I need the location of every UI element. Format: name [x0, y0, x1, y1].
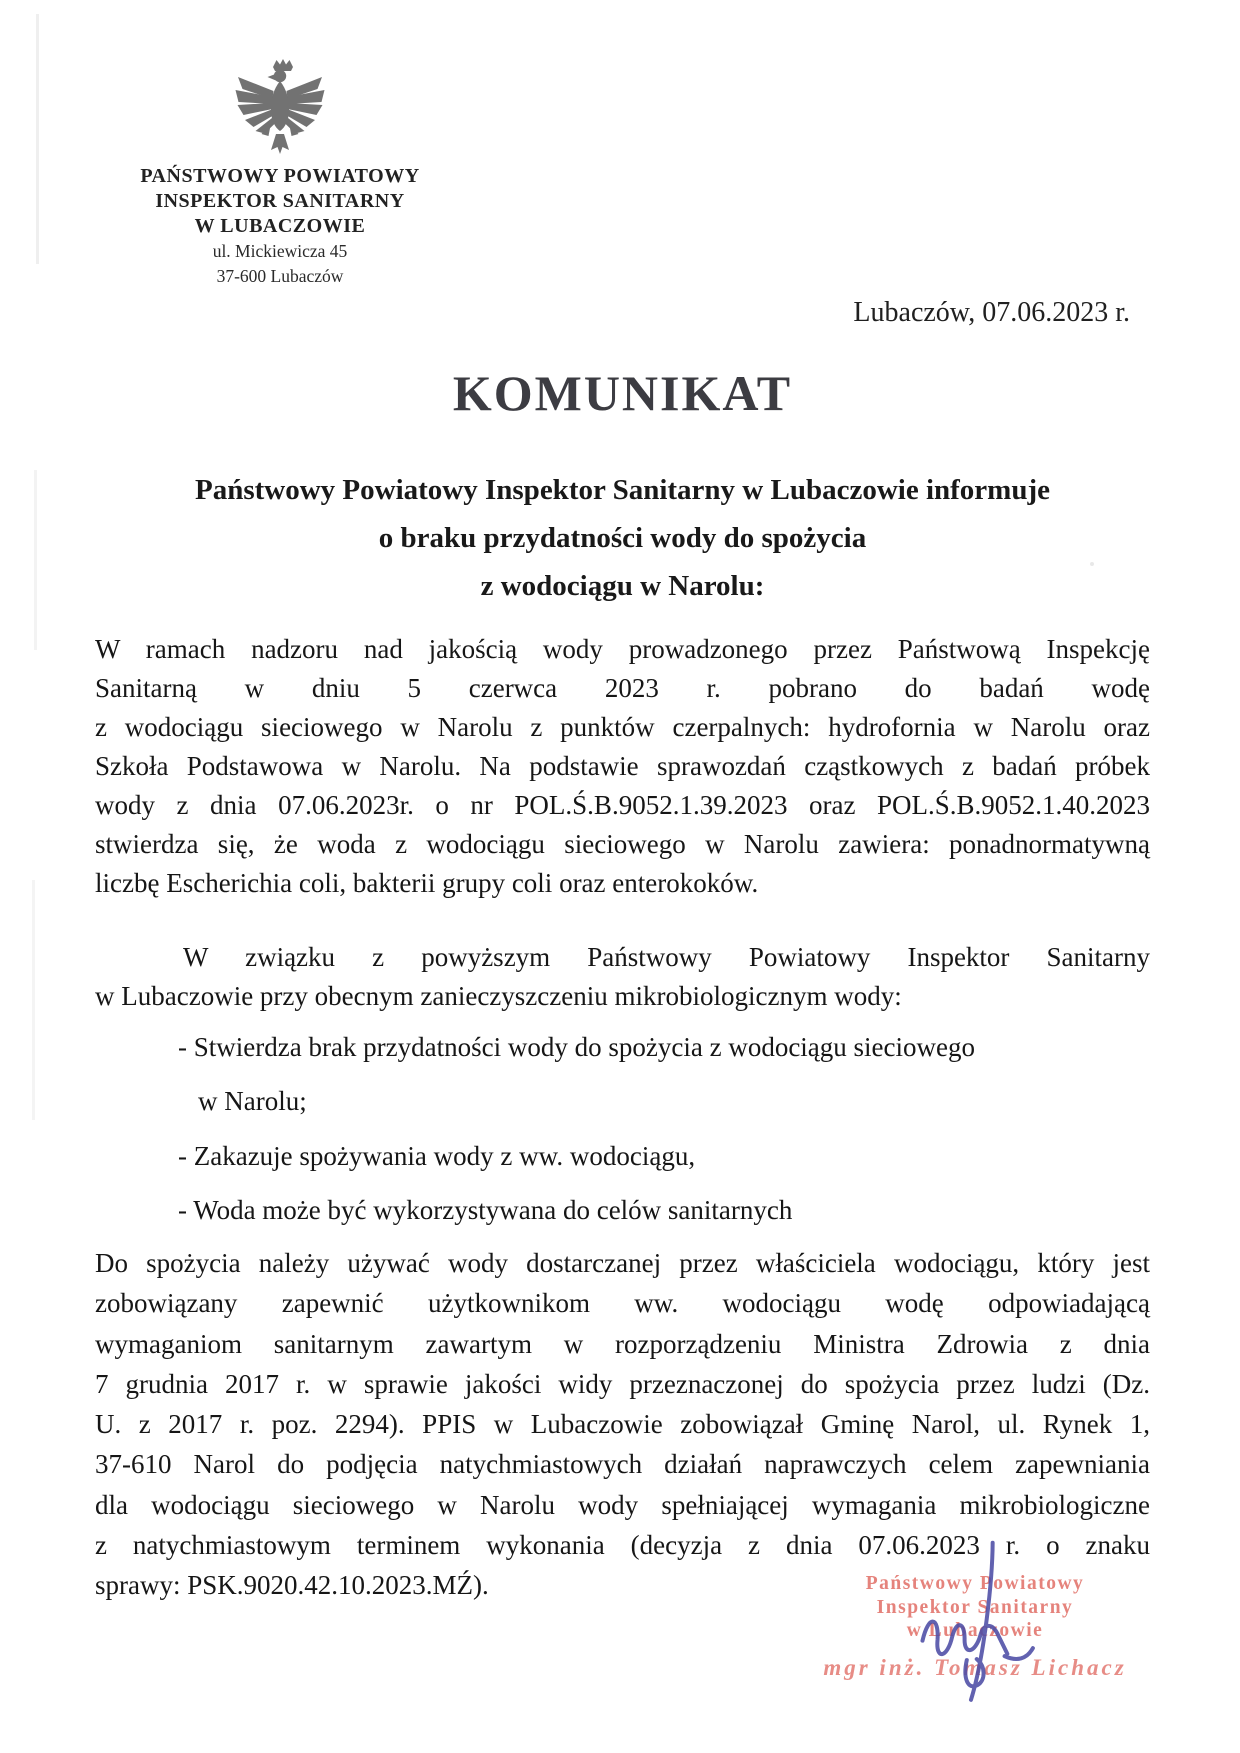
paragraph-line: 37-610 Narol do podjęcia natychmiastowych działań naprawczych celem zapewniania: [95, 1449, 1150, 1480]
stamp-signer-name: mgr inż. Tomasz Lichacz: [823, 1655, 1127, 1680]
paragraph-line: w Lubaczowie przy obecnym zanieczyszczeniu mikrobiologicznym wody:: [95, 981, 902, 1011]
paragraph-line: W ramach nadzoru nad jakością wody prowadzonego przez Państwową Inspekcję: [95, 634, 1150, 664]
org-address-city: 37-600 Lubaczów: [216, 266, 344, 286]
bullet-item-1: - Stwierdza brak przydatności wody do spożycia z wodociągu sieciowego: [178, 1032, 976, 1062]
paragraph-line: Sanitarną w dniu 5 czerwca 2023 r. pobrano do badań wodę: [95, 673, 1150, 703]
document-title: KOMUNIKAT: [452, 365, 793, 421]
paragraph-line: dla wodociągu sieciowego w Narolu wody spełniającej wymagania mikrobiologiczne: [95, 1489, 1150, 1520]
paragraph-line: liczbę Escherichia coli, bakterii grupy coli oraz enterokoków.: [95, 868, 759, 898]
scan-artifact: [32, 880, 35, 1120]
paragraph-line: stwierdza się, że woda z wodociągu sieciowego w Narolu zawiera: ponadnormatywną: [95, 829, 1150, 859]
scan-artifact: [34, 470, 37, 650]
stamp-line2: Inspektor Sanitarny: [876, 1596, 1074, 1618]
paragraph-line: z wodociągu sieciowego w Narolu z punktów czerpalnych: hydrofornia w Narolu oraz: [95, 712, 1150, 742]
paragraph-line: wymaganiom sanitarnym zawartym w rozporządzeniu Ministra Zdrowia z dnia: [95, 1328, 1150, 1359]
document-subtitle: [95, 466, 1150, 610]
body-paragraph-1: [95, 630, 1150, 903]
stamp-line1: Państwowy Powiatowy: [865, 1573, 1085, 1594]
paragraph-line: Szkoła Podstawowa w Narolu. Na podstawie sprawozdań cząstkowych z badań próbek: [95, 751, 1150, 781]
paragraph-line: sprawy: PSK.9020.42.10.2023.MŹ).: [95, 1570, 489, 1601]
subtitle-line1: Państwowy Powiatowy Inspektor Sanitarny w Lubaczowie informuje: [195, 474, 1050, 506]
paragraph-line: wody z dnia 07.06.2023r. o nr POL.Ś.B.9052.1.39.2023 oraz POL.Ś.B.9052.1.40.2023: [95, 790, 1150, 820]
paragraph-line: zobowiązany zapewnić użytkownikom ww. wodociągu wodę odpowiadającą: [95, 1288, 1150, 1319]
handwritten-signature-icon: [905, 1538, 1065, 1708]
org-address-street: ul. Mickiewicza 45: [212, 241, 348, 261]
stamp-line3: w Lubaczowie: [906, 1620, 1044, 1641]
body-paragraph-2: [95, 938, 1150, 1016]
org-name-line2: INSPEKTOR SANITARNY: [155, 190, 405, 212]
org-name-line1: PAŃSTWOWY POWIATOWY: [140, 165, 420, 187]
bullet-item-2: - Zakazuje spożywania wody z ww. wodociągu,: [178, 1141, 696, 1171]
place-and-date: Lubaczów, 07.06.2023 r.: [853, 297, 1130, 328]
bullet-item-3: - Woda może być wykorzystywana do celów sanitarnych: [178, 1195, 793, 1225]
subtitle-line3: z wodociągu w Narolu:: [480, 570, 765, 602]
paragraph-line: Do spożycia należy używać wody dostarczanej przez właściciela wodociągu, który jest: [95, 1248, 1150, 1278]
paragraph-line: U. z 2017 r. poz. 2294). PPIS w Lubaczowie zobowiązał Gminę Narol, ul. Rynek 1,: [95, 1409, 1150, 1440]
polish-eagle-emblem-icon: [234, 58, 326, 156]
org-name-line3: W LUBACZOWIE: [194, 215, 366, 237]
letterhead: [100, 58, 460, 289]
paragraph-line: 7 grudnia 2017 r. w sprawie jakości widy przeznaczonej do spożycia przez ludzi (Dz.: [95, 1368, 1150, 1399]
subtitle-line2: o braku przydatności wody do spożycia: [378, 522, 867, 554]
bullet-item-1-continuation: w Narolu;: [198, 1086, 307, 1116]
scan-artifact: [36, 14, 39, 264]
paragraph-line: z natychmiastowym terminem wykonania (decyzja z dnia 07.06.2023 r. o znaku: [95, 1530, 1150, 1561]
paragraph-line: W związku z powyższym Państwowy Powiatowy Inspektor Sanitarny: [183, 942, 1150, 972]
